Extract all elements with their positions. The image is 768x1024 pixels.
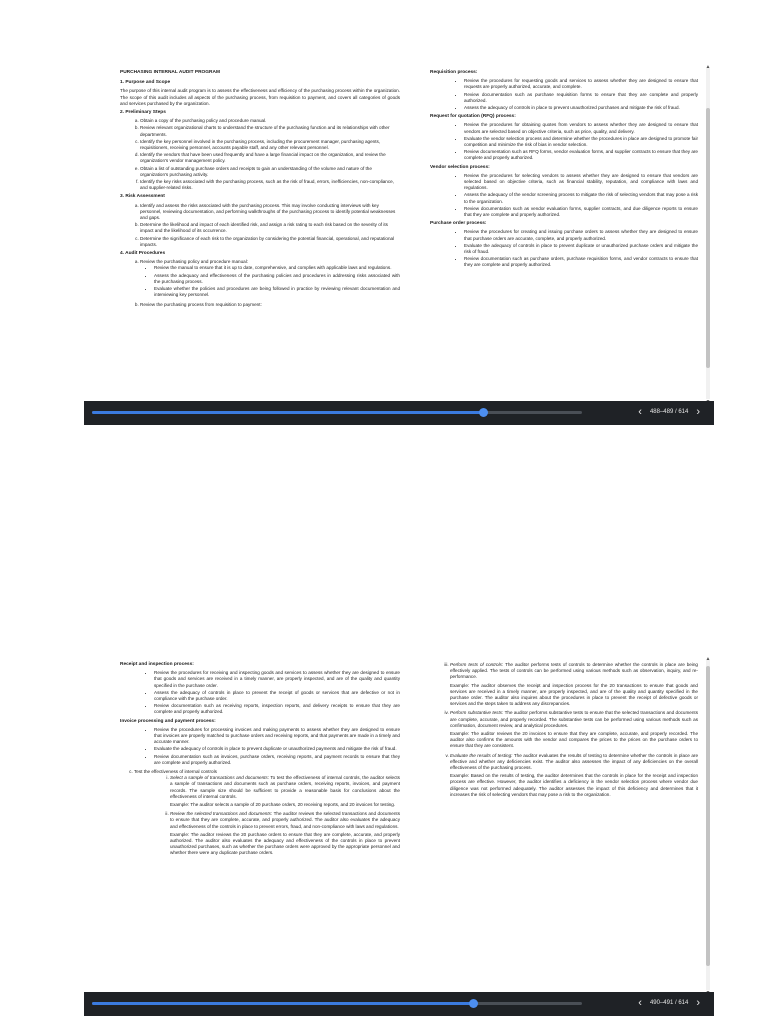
bullet-item: • Review documentation such as invoices, purchase orders, receiving reports, and payment records to ensure that they are complete and properly authorized. — [154, 754, 400, 766]
bullet-item: • Review documentation such as purchase requisition forms to ensure that they are complete and properly authorized. — [464, 92, 698, 104]
document-viewer-top — [84, 62, 714, 425]
page-navigation — [638, 407, 700, 417]
page-slider-fill — [92, 411, 483, 414]
page-counter: 490–491 / 614 — [649, 1000, 689, 1006]
section-heading: Invoice processing and payment process: — [120, 718, 216, 724]
bullet-item: • Review the procedures for selecting vendors to assess whether they are designed to ensure that vendors are selected based on objective criteria, such as financial stability, reputation, and compliance with laws and regulations. — [464, 173, 698, 192]
item-lead: Perform tests of controls: — [450, 662, 504, 667]
next-page-button[interactable]: › — [696, 997, 700, 1009]
bullet-list — [430, 122, 698, 161]
section-heading: Requisition process: — [430, 70, 478, 75]
list-item: d. Identify the vendors that have been used frequently and have a large financial impact on the organization, and review the organization's vendor management policy. — [140, 152, 400, 164]
bullet-list — [430, 173, 698, 218]
example-text: Example: Based on the results of testing, the auditor determines that the controls in place for the receipt and inspection process are effective. However, the auditor identifies a deficiency in the vendor selection process where vendor due diligence was not performed adequately. The auditor assesses the impact of this deficiency and determines that it increases the risk of selecting vendors that may pose a risk to the organization. — [450, 773, 698, 797]
list-item: c. Identify the key personnel involved in the purchasing process, including the procurement manager, purchasing agents, requisitioners, receiving personnel, accounts payable staff, and any other relevant personnel. — [140, 139, 400, 151]
bullet-item: • Review the procedures for obtaining quotes from vendors to assess whether they are designed to ensure that vendors are selected based on objective criteria, such as price, quality, and delivery. — [464, 122, 698, 134]
list-item: b. Determine the likelihood and impact of each identified risk, and assign a risk rating to each risk based on the severity of its impact and the likelihood of its occurrence. — [140, 222, 400, 234]
document-page-spread — [84, 654, 706, 994]
example-text: Example: The auditor reviews the 20 invoices to ensure that they are complete, accurate, and properly recorded. The auditor also confirms the amounts with the vendor and compares the prices to the prices on the purchase orders to ensure that they are consistent. — [450, 731, 698, 749]
roman-item — [450, 662, 698, 707]
roman-item — [170, 811, 400, 856]
bullet-item: • Review documentation such as purchase orders, purchase requisition forms, and vendor contracts to ensure that they are complete and properly authorized. — [464, 256, 698, 268]
bullet-item: • Review the procedures for creating and issuing purchase orders to assess whether they are designed to ensure that purchase orders are accurate, complete, and properly authorized. — [464, 229, 698, 241]
bullet-list — [140, 265, 400, 298]
list-item — [140, 259, 400, 298]
list-item: f. Identify the key risks associated with the purchasing process, such as the risk of fraud, errors, inefficiencies, non-compliance, and supplier-related risks. — [140, 179, 400, 191]
section-heading: Receipt and inspection process: — [120, 662, 194, 667]
paragraph: The purpose of this internal audit program is to assess the effectiveness and efficiency of the purchasing process within the organization. The scope of this audit includes all aspects of the purchasing process, from requisition to payment, and covers all categories of goods and services purchased by the organization. — [120, 88, 400, 106]
bullet-item: • Assess the adequacy of the vendor screening process to mitigate the risk of selecting vendors that may pose a risk to the organization. — [464, 192, 698, 204]
item-text: The auditor performs substantive tests to ensure that the selected transactions and documents are complete, accurate, and properly recorded. The substantive tests can be performed using various methods such as confirmation, document review, and analytical procedures. — [450, 710, 698, 728]
list-audit-procedures — [120, 259, 400, 307]
page-left-column — [120, 662, 400, 860]
bullet-list — [430, 229, 698, 268]
list-item: c. Determine the significance of each risk to the organization by considering the potential financial, operational, and reputational impacts. — [140, 236, 400, 248]
bullet-item: • Assess the adequacy of controls in place to prevent the receipt of goods or services that are defective or not in compliance with the purchase order. — [154, 690, 400, 702]
section-heading: 3. Risk Assessment — [120, 194, 165, 200]
example-text: Example: The auditor observes the receipt and inspection process for the 20 transactions to ensure that goods and services are received in a timely manner, are properly inspected, and are of the quality and quantity specified in the purchase order. The auditor also inquires about the procedures in place to prevent the receipt of defective goods or services and the steps taken to address any discrepancies. — [450, 682, 698, 707]
bullet-item: • Assess the adequacy of controls in place to prevent unauthorized purchases and mitigate the risk of fraud. — [464, 105, 698, 111]
vertical-scrollbar[interactable] — [704, 64, 712, 399]
viewer-toolbar — [84, 401, 714, 425]
list-item: a. Identify and assess the risks associated with the purchasing process. This may involve conducting interviews with key personnel, reviewing documentation, and performing walkthroughs of the purchasing process to identify potential weaknesses and gaps. — [140, 203, 400, 222]
page-counter: 488–489 / 614 — [649, 409, 689, 415]
page-slider-handle[interactable] — [479, 408, 488, 417]
list-test-controls — [120, 769, 400, 857]
document-title: PURCHASING INTERNAL AUDIT PROGRAM — [120, 70, 220, 75]
bullet-list — [430, 78, 698, 111]
list-preliminary-steps — [120, 118, 400, 191]
item-text: To test the effectiveness of internal controls, the auditor selects a sample of transactions and documents such as purchase orders, receiving reports, invoices, and payment records. The sample size should be sufficient to provide a reasonable basis for conclusions about the effectiveness of internal controls. — [170, 775, 400, 799]
item-lead: Select a sample of transactions and documents: — [170, 775, 269, 781]
scrollbar-thumb[interactable] — [706, 666, 710, 966]
viewer-toolbar — [84, 992, 714, 1016]
bullet-item: • Review documentation such as vendor evaluation forms, supplier contracts, and due diligence reports to ensure that they are complete and properly authorized. — [464, 206, 698, 218]
example-text: Example: The auditor selects a sample of 20 purchase orders, 20 receiving reports, and 20 invoices for testing. — [170, 802, 396, 808]
bullet-item: • Evaluate whether the policies and procedures are being followed in practice by reviewing relevant documentation and interviewing key personnel. — [154, 286, 400, 298]
previous-page-button[interactable]: ‹ — [638, 406, 642, 418]
list-item: a. Obtain a copy of the purchasing policy and procedure manual. — [140, 118, 400, 124]
bullet-list — [120, 727, 400, 766]
list-item-text: Review the purchasing policy and procedure manual: — [140, 259, 249, 265]
bullet-item: • Review the procedures for receiving and inspecting goods and services to assess whether they are designed to ensure that goods and services are received in a timely manner, are properly inspected, and are of the quality and quantity specified in the purchase order. — [154, 670, 400, 689]
page-slider[interactable] — [92, 1002, 582, 1005]
example-text: Example: The auditor reviews the 20 purchase orders to ensure that they are complete, accurate, and properly authorized. The auditor also evaluates the adequacy and effectiveness of the controls in place to prevent unauthorized purchases, such as whether the purchase orders were approved by the appropriate personnel and whether there were any duplicate purchase orders. — [170, 831, 400, 856]
section-heading: 4. Audit Procedures — [120, 251, 166, 257]
section-heading: 1. Purpose and Scope — [120, 80, 171, 86]
section-heading: 2. Preliminary Steps — [120, 110, 166, 116]
bullet-item: • Evaluate the adequacy of controls in place to prevent duplicate or unauthorized purchase orders and mitigate the risk of fraud. — [464, 243, 698, 255]
page-right-column — [430, 70, 698, 272]
document-viewer-bottom — [84, 654, 714, 1016]
bullet-list — [120, 670, 400, 715]
previous-page-button[interactable]: ‹ — [638, 997, 642, 1009]
scroll-up-arrow-icon[interactable]: ▲ — [705, 64, 711, 70]
bullet-item: • Review documentation such as receiving reports, inspection reports, and delivery receipts to ensure that they are complete and properly authorized. — [154, 703, 400, 715]
section-heading: Request for quotation (RFQ) process: — [430, 114, 516, 120]
scrollbar-thumb[interactable] — [706, 108, 710, 368]
list-item: b. Review the purchasing process from requisition to payment: — [140, 302, 400, 308]
scroll-up-arrow-icon[interactable]: ▲ — [705, 656, 711, 662]
bullet-item: • Review the manual to ensure that it is up to date, comprehensive, and complies with applicable laws and regulations. — [154, 265, 400, 271]
section-heading: Purchase order process: — [430, 221, 487, 227]
item-lead: Evaluate the results of testing: — [450, 752, 513, 758]
section-heading: Vendor selection process: — [430, 164, 490, 170]
page-right-column — [430, 662, 698, 801]
roman-list — [134, 775, 400, 856]
bullet-item: • Review the procedures for requesting goods and services to assess whether they are designed to ensure that requests are properly authorized, accurate, and complete. — [464, 78, 698, 90]
item-text: The auditor evaluates the results of testing to determine whether the controls in place are effective and whether any deficiencies exist. The auditor also assesses the impact of any deficiencies on the overall effectiveness of the purchasing process. — [450, 752, 698, 771]
page-slider-handle[interactable] — [469, 999, 478, 1008]
list-item: b. Review relevant organizational charts to understand the structure of the purchasing function and its relationships with other departments. — [140, 125, 400, 137]
bullet-item: • Review the procedures for processing invoices and making payments to assess whether they are designed to ensure that invoices are properly matched to purchase orders and receiving reports, and that payments are made in a timely and accurate manner. — [154, 727, 400, 746]
list-item — [134, 769, 400, 857]
page-slider[interactable] — [92, 411, 582, 414]
bullet-item: • Assess the adequacy and effectiveness of the purchasing policies and procedures in addressing risks associated with the purchasing process. — [154, 273, 400, 285]
page-navigation — [638, 998, 700, 1008]
item-lead: Perform substantive tests: — [450, 710, 504, 716]
roman-item — [170, 775, 400, 808]
roman-item — [450, 710, 698, 749]
item-text: The auditor performs tests of controls to determine whether the controls in place are being effectively applied. The tests of controls can be performed using various methods such as observation, inquiry, and re-performance. — [450, 662, 698, 680]
roman-item — [450, 753, 698, 798]
next-page-button[interactable]: › — [696, 406, 700, 418]
bullet-item: • Evaluate the adequacy of controls in place to prevent duplicate or unauthorized payments and mitigate the risk of fraud. — [154, 746, 400, 752]
bullet-item: • Evaluate the vendor selection process and determine whether the procedures in place are designed to promote fair competition and minimize the risk of bias in vendor selection. — [464, 136, 698, 148]
document-page-spread — [84, 62, 706, 402]
list-item: e. Obtain a list of outstanding purchase orders and receipts to gain an understanding of the volume and nature of the organization's purchasing activity. — [140, 166, 400, 178]
bullet-item: • Review documentation such as RFQ forms, vendor evaluation forms, and supplier contracts to ensure that they are complete and properly authorized. — [464, 149, 698, 161]
page-left-column — [120, 70, 400, 310]
page-slider-fill — [92, 1002, 473, 1005]
item-lead: Review the selected transactions and documents: — [170, 811, 273, 817]
list-risk-assessment — [120, 203, 400, 248]
item-text: The auditor reviews the selected transactions and documents to ensure that they are complete, accurate, and properly authorized. The auditor also evaluates the adequacy and effectiveness of the controls in place to prevent errors, fraud, and non-compliance with laws and regulations. — [170, 811, 400, 829]
roman-list — [430, 662, 698, 798]
vertical-scrollbar[interactable] — [704, 656, 712, 990]
list-item-text: Test the effectiveness of internal controls — [134, 769, 217, 775]
